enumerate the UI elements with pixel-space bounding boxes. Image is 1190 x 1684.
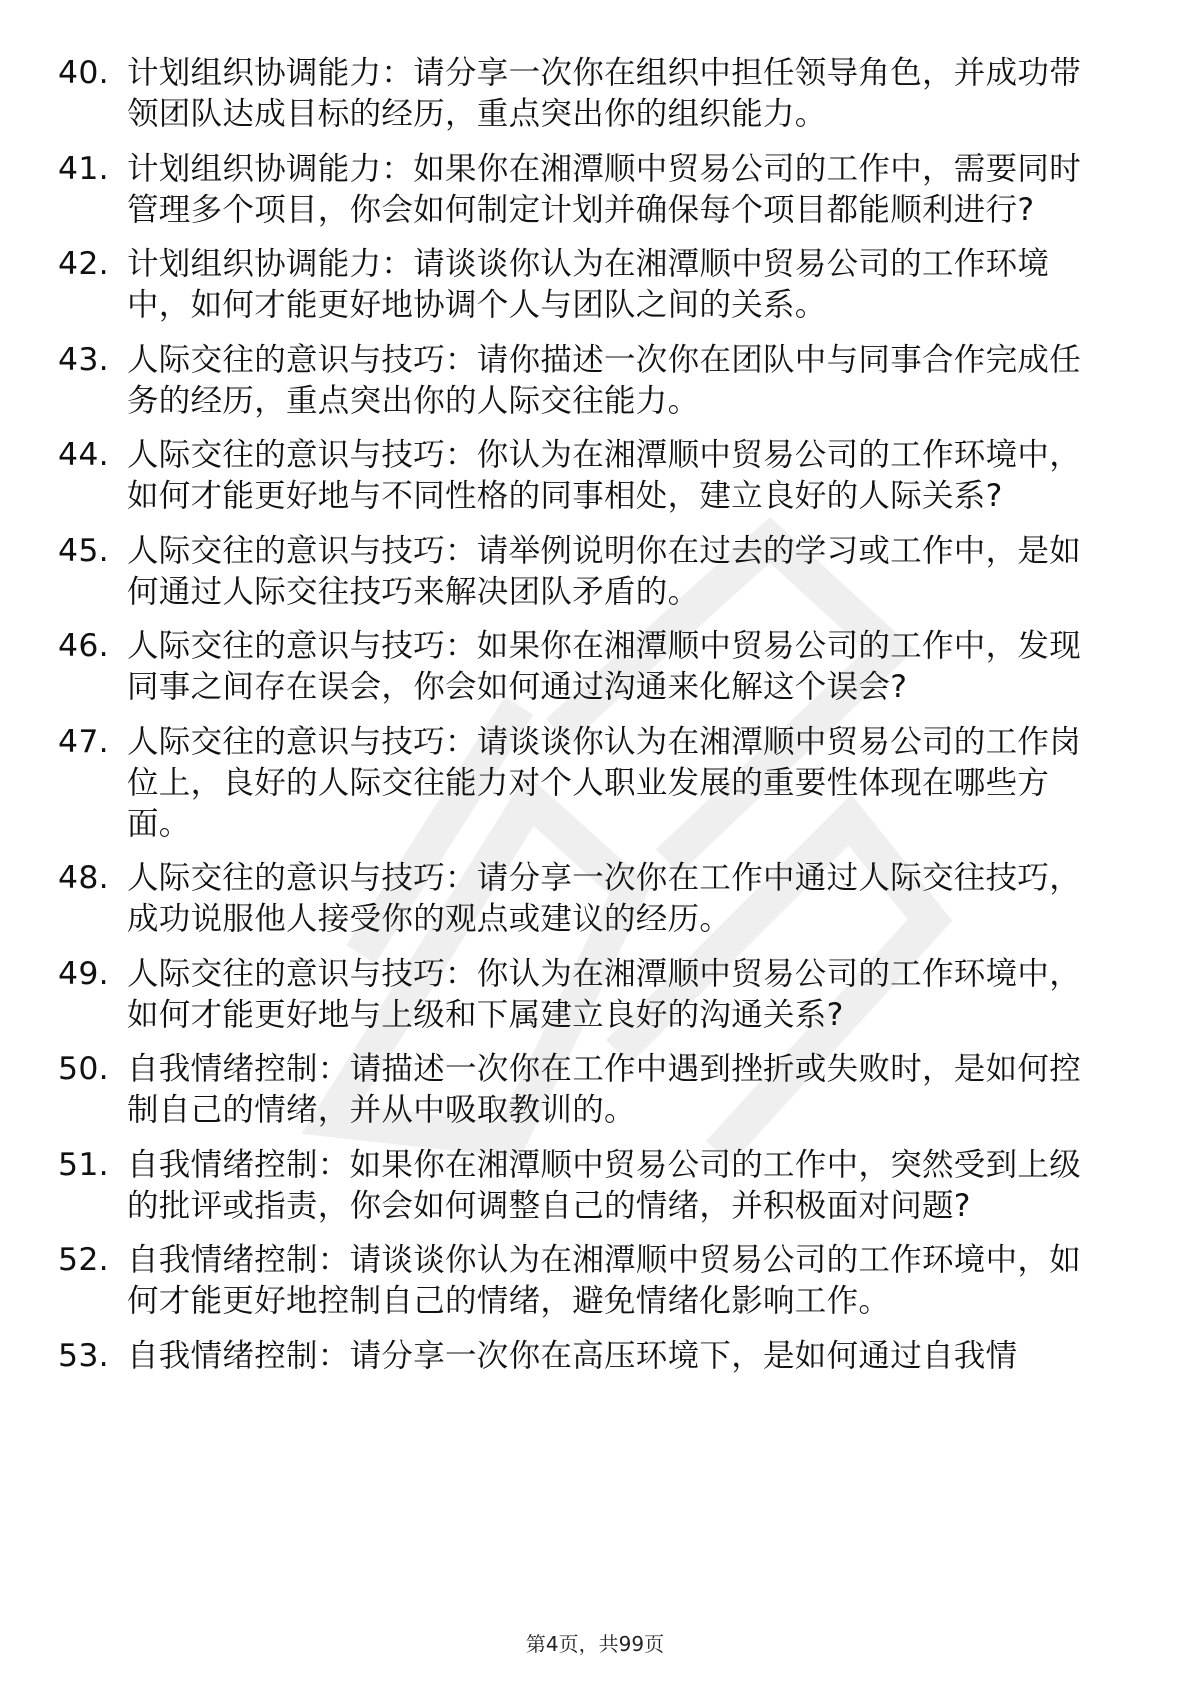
question-item-49 xyxy=(0,954,1190,1036)
question-item-42 xyxy=(0,244,1190,326)
question-item-53 xyxy=(0,1336,1190,1377)
question-text: 人际交往的意识与技巧：如果你在湘潭顺中贸易公司的工作中，发现同事之间存在误会，你会如何通过沟通来化解这个误会? xyxy=(127,628,1082,705)
question-number: 45. xyxy=(58,532,109,569)
question-number: 52. xyxy=(58,1242,109,1278)
question-text: 自我情绪控制：请描述一次你在工作中遇到挫折或失败时，是如何控制自己的情绪，并从中吸取教训的。 xyxy=(127,1051,1082,1128)
question-item-41 xyxy=(0,149,1190,231)
question-item-45 xyxy=(0,531,1190,613)
question-text: 自我情绪控制：请分享一次你在高压环境下，是如何通过自我情 xyxy=(127,1337,1018,1374)
question-number: 47. xyxy=(58,723,109,760)
question-text: 人际交往的意识与技巧：请举例说明你在过去的学习或工作中，是如何通过人际交往技巧来解决团队矛盾的。 xyxy=(127,532,1082,610)
question-text: 计划组织协调能力：请谈谈你认为在湘潭顺中贸易公司的工作环境中，如何才能更好地协调个人与团队之间的关系。 xyxy=(127,246,1050,323)
question-text: 人际交往的意识与技巧：你认为在湘潭顺中贸易公司的工作环境中，如何才能更好地与上级和下属建立良好的沟通关系? xyxy=(127,955,1082,1033)
question-number: 53. xyxy=(58,1337,109,1374)
question-text: 自我情绪控制：请谈谈你认为在湘潭顺中贸易公司的工作环境中，如何才能更好地控制自己的情绪，避免情绪化影响工作。 xyxy=(127,1242,1082,1319)
question-number: 49. xyxy=(58,955,109,992)
question-text: 人际交往的意识与技巧：你认为在湘潭顺中贸易公司的工作环境中，如何才能更好地与不同性格的同事相处，建立良好的人际关系? xyxy=(127,437,1082,514)
question-number: 51. xyxy=(58,1146,109,1183)
question-item-44 xyxy=(0,435,1190,517)
page-number-footer: 第4页，共99页 xyxy=(525,1632,665,1656)
question-text: 自我情绪控制：如果你在湘潭顺中贸易公司的工作中，突然受到上级的批评或指责，你会如何调整自己的情绪，并积极面对问题? xyxy=(127,1146,1082,1224)
question-item-48 xyxy=(0,858,1190,940)
question-number: 46. xyxy=(58,628,109,664)
question-item-47 xyxy=(0,722,1190,845)
question-item-50 xyxy=(0,1049,1190,1131)
question-number: 41. xyxy=(58,150,109,187)
question-number: 50. xyxy=(58,1051,109,1087)
question-list xyxy=(0,53,1190,1390)
question-number: 42. xyxy=(58,246,109,282)
question-item-40 xyxy=(0,53,1190,135)
question-number: 48. xyxy=(58,860,109,896)
question-text: 计划组织协调能力：如果你在湘潭顺中贸易公司的工作中，需要同时管理多个项目，你会如何制定计划并确保每个项目都能顺利进行? xyxy=(127,150,1082,228)
question-item-46 xyxy=(0,626,1190,708)
question-number: 44. xyxy=(58,437,109,473)
question-item-52 xyxy=(0,1240,1190,1322)
question-number: 43. xyxy=(58,341,109,378)
question-text: 人际交往的意识与技巧：请分享一次你在工作中通过人际交往技巧，成功说服他人接受你的观点或建议的经历。 xyxy=(127,860,1082,937)
question-text: 人际交往的意识与技巧：请你描述一次你在团队中与同事合作完成任务的经历，重点突出你的人际交往能力。 xyxy=(127,341,1082,419)
question-number: 40. xyxy=(58,55,109,91)
question-text: 计划组织协调能力：请分享一次你在组织中担任领导角色，并成功带领团队达成目标的经历，重点突出你的组织能力。 xyxy=(127,55,1082,132)
question-item-51 xyxy=(0,1145,1190,1227)
question-text: 人际交往的意识与技巧：请谈谈你认为在湘潭顺中贸易公司的工作岗位上，良好的人际交往能力对个人职业发展的重要性体现在哪些方面。 xyxy=(127,723,1082,842)
question-item-43 xyxy=(0,340,1190,422)
